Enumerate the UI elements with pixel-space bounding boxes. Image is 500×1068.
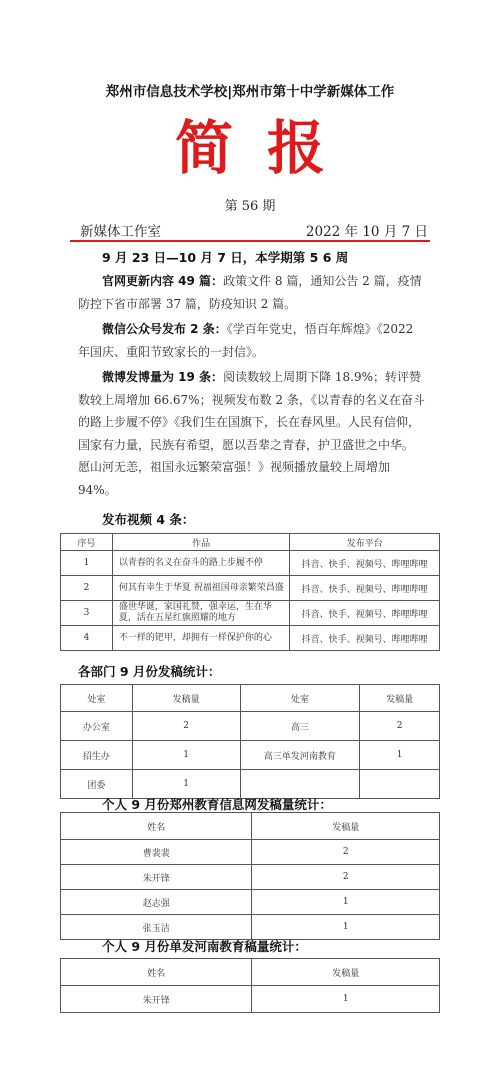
department-name: 招生办 [61, 741, 133, 770]
video-title: 盛世华诞，家国礼赞，强幸运，生在华夏，活在五星红旗照耀的地方 [112, 601, 290, 626]
department-name: 团委 [61, 770, 133, 799]
website-lead: 官网更新内容 49 篇： [102, 274, 224, 288]
table-row [61, 890, 440, 915]
department-count: 1 [360, 741, 440, 770]
office-name: 新媒体工作室 [80, 224, 161, 240]
table-row [61, 601, 440, 626]
table-header-row [61, 959, 440, 986]
row-number: 2 [61, 576, 113, 601]
wechat-lead: 微信公众号发布 2 条： [102, 322, 227, 336]
person-name: 张玉洁 [61, 915, 252, 940]
header-cell: 发稿量 [252, 813, 440, 840]
video-platform: 抖音、快手、视频号、哔哩哔哩 [290, 551, 440, 576]
department-count: 2 [360, 712, 440, 741]
header-cell: 发布平台 [290, 534, 440, 551]
weibo-paragraph [78, 366, 425, 501]
person-count: 1 [252, 915, 440, 940]
weibo-lead: 微博发博量为 19 条： [102, 370, 224, 384]
header-cell: 发稿量 [252, 959, 440, 986]
person-count: 1 [252, 890, 440, 915]
individual-hn-section-title: 个人 9 月份单发河南教育稿量统计： [102, 939, 307, 954]
person-name: 朱开锋 [61, 865, 252, 890]
department-count [360, 770, 440, 799]
table-row [61, 840, 440, 865]
wechat-paragraph [78, 318, 425, 363]
row-number: 4 [61, 626, 113, 651]
individual-zz-table [60, 812, 440, 940]
individual-zz-section-title: 个人 9 月份郑州教育信息网发稿量统计： [102, 797, 332, 812]
video-title: 以青春的名义在奋斗的路上步履不停 [112, 551, 290, 576]
department-name: 高三单发河南教育 [240, 741, 360, 770]
website-paragraph [78, 270, 425, 315]
video-platform: 抖音、快手、视频号、哔哩哔哩 [290, 626, 440, 651]
video-title: 何其有幸生于华夏 祝福祖国母亲繁荣昌盛 [112, 576, 290, 601]
row-number: 1 [61, 551, 113, 576]
person-name: 赵志强 [61, 890, 252, 915]
departments-section-title: 各部门 9 月份发稿统计： [78, 664, 221, 679]
department-count: 2 [132, 712, 240, 741]
table-header-row [61, 534, 440, 551]
header-cell: 姓名 [61, 813, 252, 840]
organization-header: 郑州市信息技术学校|郑州市第十中学新媒体工作 [105, 84, 395, 100]
individual-hn-table [60, 958, 440, 1013]
videos-table [60, 533, 440, 651]
header-cell: 处室 [240, 685, 360, 712]
department-count: 1 [132, 741, 240, 770]
person-count: 2 [252, 840, 440, 865]
person-name: 曹裴裴 [61, 840, 252, 865]
header-cell: 发稿量 [360, 685, 440, 712]
header-cell: 姓名 [61, 959, 252, 986]
row-number: 3 [61, 601, 113, 626]
table-header-row [61, 685, 440, 712]
department-count: 1 [132, 770, 240, 799]
header-cell: 作品 [112, 534, 290, 551]
header-cell: 处室 [61, 685, 133, 712]
red-divider [70, 240, 430, 242]
person-count: 2 [252, 865, 440, 890]
wechat-text: 《学百年党史，悟百年辉煌》《2022 年国庆、重阳节致家长的一封信》。 [78, 322, 414, 359]
table-row [61, 986, 440, 1013]
header-cell: 序号 [61, 534, 113, 551]
videos-section-title: 发布视频 4 条： [102, 512, 195, 527]
bulletin-title: 简报 [174, 114, 359, 182]
departments-table [60, 684, 440, 799]
video-platform: 抖音、快手、视频号、哔哩哔哩 [290, 601, 440, 626]
meta-row [80, 220, 428, 240]
period-line: 9 月 23 日—10 月 7 日，本学期第 5 6 周 [102, 250, 349, 265]
table-row [61, 712, 440, 741]
table-row [61, 865, 440, 890]
department-name: 办公室 [61, 712, 133, 741]
weibo-text: 阅读数较上周期下降 18.9%；转评赞数较上周增加 66.67%；视频发布数 2 条，《以青春的名义在奋斗的路上步履不停》《我们生在国旗下，长在春风里。人民有信仰，国家有力量，民族有希望，愿以吾辈之青春，护卫盛世之中华。愿山河无恙，祖国永远繁荣富强！》视频播放量较上周增加 94%。 [78, 370, 425, 497]
issue-number: 第 56 期 [224, 199, 276, 214]
video-platform: 抖音、快手、视频号、哔哩哔哩 [290, 576, 440, 601]
video-title: 不一样的钯甲，却拥有一样保护你的心 [112, 626, 290, 651]
department-name: 高三 [240, 712, 360, 741]
table-row [61, 551, 440, 576]
website-text: 政策文件 8 篇，通知公告 2 篇，疫情防控下省市部署 37 篇，防疫知识 2 篇。 [78, 274, 422, 311]
publish-date: 2022 年 10 月 7 日 [305, 224, 428, 240]
table-row [61, 626, 440, 651]
table-header-row [61, 813, 440, 840]
person-name: 朱开锋 [61, 986, 252, 1013]
table-row [61, 915, 440, 940]
table-row [61, 741, 440, 770]
person-count: 1 [252, 986, 440, 1013]
header-cell: 发稿量 [132, 685, 240, 712]
table-row [61, 576, 440, 601]
